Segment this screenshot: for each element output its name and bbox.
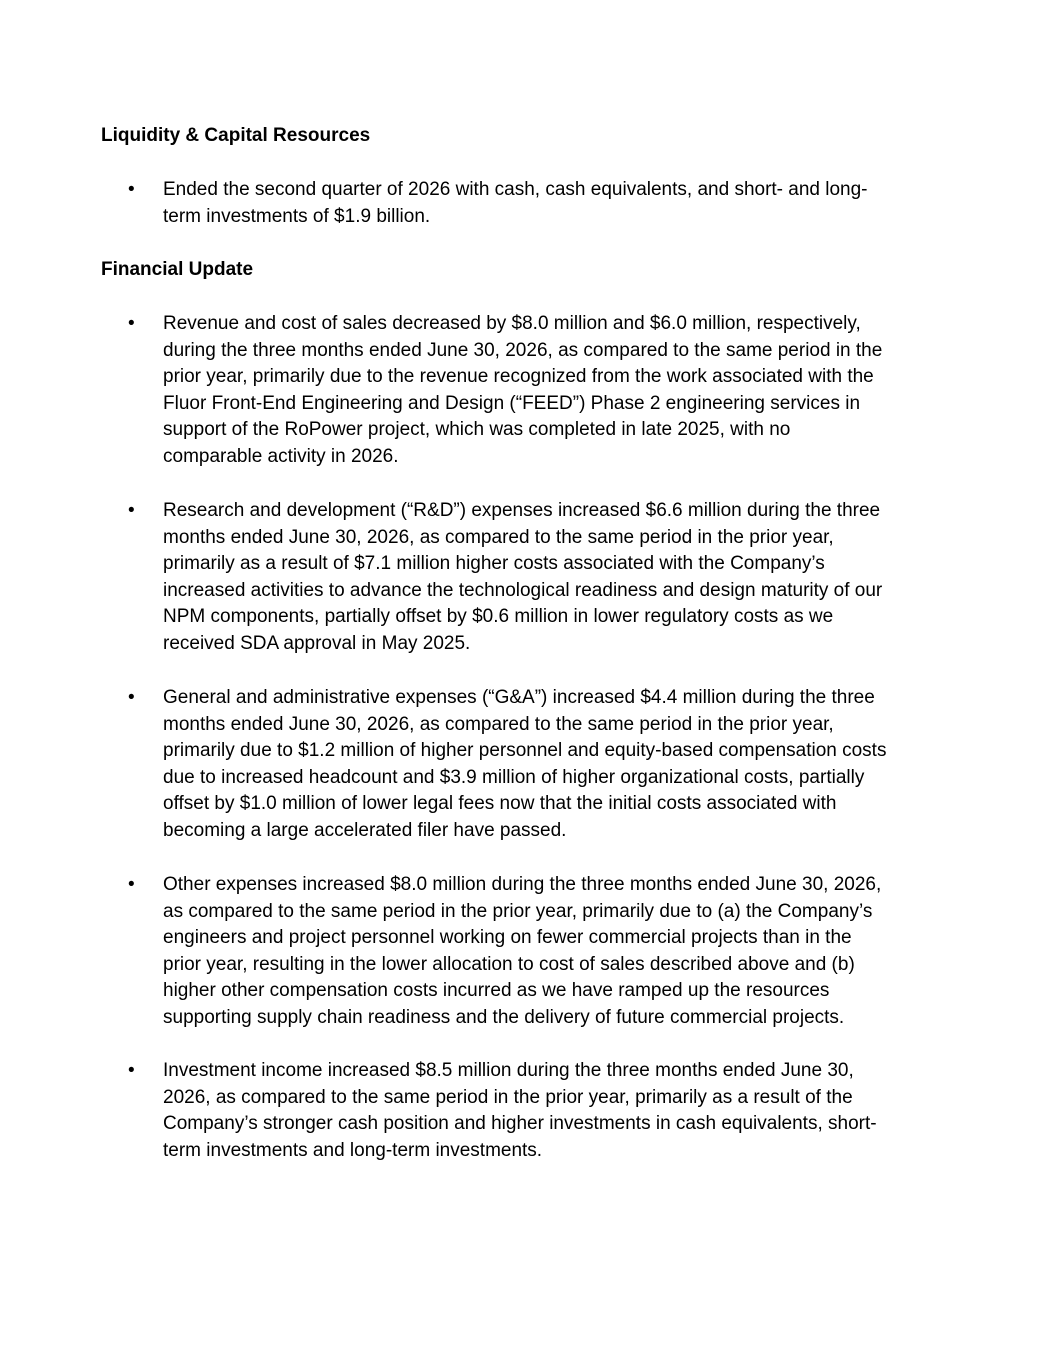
bullet-text [163, 685, 963, 845]
text-line: Other expenses increased $8.0 million during the three months ended June 30, 2026, [163, 874, 882, 895]
text-line: prior year, primarily due to the revenue recognized from the work associated with the [163, 366, 874, 388]
bullet-marker: • [128, 1060, 135, 1081]
text-line: Research and development (“R&D”) expenses increased $6.6 million during the three [163, 500, 881, 521]
text-line: General and administrative expenses (“G&A”) increased $4.4 million during the three [163, 687, 875, 708]
text-line: becoming a large accelerated filer have passed. [163, 819, 567, 841]
text-line: 2026, as compared to the same period in the prior year, primarily as a result of the [163, 1086, 853, 1108]
text-line: Fluor Front-End Engineering and Design (“FEED”) Phase 2 engineering services in [163, 392, 861, 414]
text-line: supporting supply chain readiness and the delivery of future commercial projects. [163, 1006, 845, 1028]
text-line: Ended the second quarter of 2026 with cash, cash equivalents, and short- and long- [163, 179, 868, 200]
bullet-text [163, 872, 963, 1032]
bullet-text [163, 311, 963, 471]
bullet-marker: • [128, 500, 135, 521]
text-line: Company’s stronger cash position and higher investments in cash equivalents, short- [163, 1113, 877, 1135]
text-line: received SDA approval in May 2025. [163, 632, 471, 654]
text-line: due to increased headcount and $3.9 million of higher organizational costs, partially [163, 766, 865, 788]
text-line: term investments of $1.9 billion. [163, 205, 431, 227]
text-line: offset by $1.0 million of lower legal fees now that the initial costs associated with [163, 793, 837, 815]
text-line: months ended June 30, 2026, as compared to the same period in the prior year, [163, 713, 834, 735]
text-line: increased activities to advance the technological readiness and design maturity of our [163, 579, 883, 601]
bullet-marker: • [128, 874, 135, 895]
text-line: Revenue and cost of sales decreased by $8.0 million and $6.0 million, respectively, [163, 313, 861, 334]
bullet-text [163, 177, 963, 230]
text-line: prior year, resulting in the lower allocation to cost of sales described above and (b) [163, 953, 855, 975]
text-line: primarily due to $1.2 million of higher personnel and equity-based compensation costs [163, 740, 887, 762]
bullet-marker: • [128, 179, 135, 200]
text-line: primarily as a result of $7.1 million higher costs associated with the Company’s [163, 553, 825, 575]
text-line: support of the RoPower project, which was completed in late 2025, with no [163, 419, 791, 441]
bullet-marker: • [128, 313, 135, 334]
text-line: engineers and project personnel working on fewer commercial projects than in the [163, 927, 852, 949]
liquidity-heading: Liquidity & Capital Resources [101, 125, 371, 146]
text-line: higher other compensation costs incurred as we have ramped up the resources [163, 980, 830, 1002]
text-line: Investment income increased $8.5 million during the three months ended June 30, [163, 1060, 854, 1081]
bullet-marker: • [128, 687, 135, 708]
text-line: NPM components, partially offset by $0.6 million in lower regulatory costs as we [163, 606, 834, 628]
text-line: during the three months ended June 30, 2026, as compared to the same period in the [163, 339, 883, 361]
financial-update-heading: Financial Update [101, 259, 254, 280]
text-line: as compared to the same period in the prior year, primarily due to (a) the Company’s [163, 900, 873, 922]
bullet-text [163, 498, 963, 658]
text-line: term investments and long-term investments. [163, 1139, 543, 1161]
text-line: comparable activity in 2026. [163, 445, 399, 467]
bullet-text [163, 1058, 963, 1164]
text-line: months ended June 30, 2026, as compared to the same period in the prior year, [163, 526, 834, 548]
